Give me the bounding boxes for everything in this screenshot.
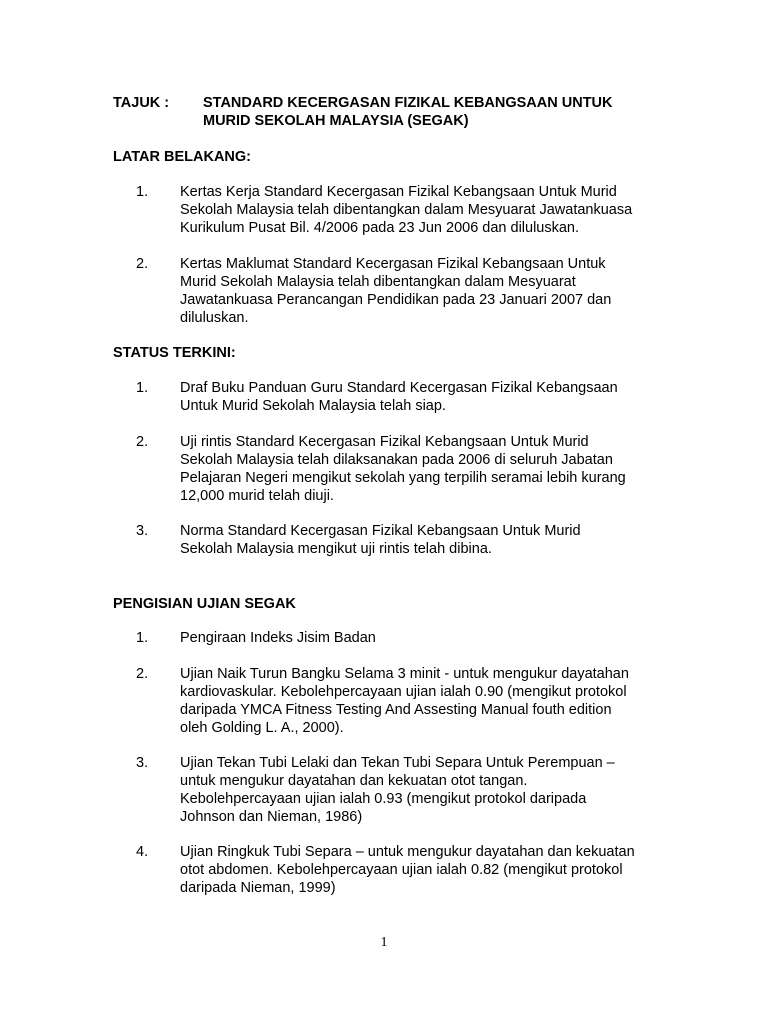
item-number: 4. — [136, 844, 149, 860]
item-number: 3. — [136, 523, 149, 539]
text-line: Kertas Kerja Standard Kecergasan Fizikal Kebangsaan Untuk Murid — [180, 184, 617, 200]
text-line: Kebolehpercayaan ujian ialah 0.93 (mengikut protokol daripada — [180, 791, 587, 807]
text-line: Kertas Maklumat Standard Kecergasan Fizikal Kebangsaan Untuk — [180, 256, 606, 272]
text-line: daripada Nieman, 1999) — [180, 880, 336, 896]
text-line: Kurikulum Pusat Bil. 4/2006 pada 23 Jun 2006 dan diluluskan. — [180, 220, 580, 236]
item-text — [180, 433, 680, 505]
item-text — [180, 183, 680, 237]
text-line: 12,000 murid telah diuji. — [180, 488, 334, 504]
text-line: Ujian Tekan Tubi Lelaki dan Tekan Tubi Separa Untuk Perempuan – — [180, 755, 615, 771]
text-line: Untuk Murid Sekolah Malaysia telah siap. — [180, 398, 446, 414]
item-text — [180, 522, 680, 558]
text-line: Pelajaran Negeri mengikut sekolah yang terpilih seramai lebih kurang — [180, 470, 626, 486]
text-line: Pengiraan Indeks Jisim Badan — [180, 630, 376, 646]
item-number: 1. — [136, 380, 149, 396]
text-line: kardiovaskular. Kebolehpercayaan ujian ialah 0.90 (mengikut protokol — [180, 684, 627, 700]
text-line: untuk mengukur dayatahan dan kekuatan otot tangan. — [180, 773, 528, 789]
text-line: Sekolah Malaysia telah dilaksanakan pada 2006 di seluruh Jabatan — [180, 452, 613, 468]
text-line: Ujian Ringkuk Tubi Separa – untuk mengukur dayatahan dan kekuatan — [180, 844, 635, 860]
text-line: Ujian Naik Turun Bangku Selama 3 minit - untuk mengukur dayatahan — [180, 666, 629, 682]
item-number: 2. — [136, 256, 149, 272]
item-text — [180, 379, 680, 415]
text-line: Uji rintis Standard Kecergasan Fizikal Kebangsaan Untuk Murid — [180, 434, 589, 450]
text-line: Johnson dan Nieman, 1986) — [180, 809, 363, 825]
item-text — [180, 629, 680, 647]
text-line: oleh Golding L. A., 2000). — [180, 720, 344, 736]
text-line: Draf Buku Panduan Guru Standard Kecergasan Fizikal Kebangsaan — [180, 380, 618, 396]
title-text — [203, 94, 673, 130]
item-text — [180, 754, 680, 826]
page-number: 1 — [380, 935, 388, 950]
title-line: MURID SEKOLAH MALAYSIA (SEGAK) — [203, 113, 469, 129]
text-line: Norma Standard Kecergasan Fizikal Kebangsaan Untuk Murid — [180, 523, 581, 539]
title-line: STANDARD KECERGASAN FIZIKAL KEBANGSAAN UNTUK — [203, 95, 613, 111]
text-line: otot abdomen. Kebolehpercayaan ujian ialah 0.82 (mengikut protokol — [180, 862, 623, 878]
item-text — [180, 843, 680, 897]
title-label: TAJUK : — [113, 95, 170, 111]
section-heading-pengisian-ujian-segak: PENGISIAN UJIAN SEGAK — [113, 596, 296, 612]
section-heading-latar-belakang: LATAR BELAKANG: — [113, 149, 251, 165]
item-number: 1. — [136, 184, 149, 200]
item-number: 2. — [136, 434, 149, 450]
item-number: 2. — [136, 666, 149, 682]
text-line: Murid Sekolah Malaysia telah dibentangkan dalam Mesyuarat — [180, 274, 576, 290]
item-number: 1. — [136, 630, 149, 646]
text-line: Sekolah Malaysia telah dibentangkan dalam Mesyuarat Jawatankuasa — [180, 202, 633, 218]
text-line: diluluskan. — [180, 310, 249, 326]
item-number: 3. — [136, 755, 149, 771]
text-line: daripada YMCA Fitness Testing And Assesting Manual fouth edition — [180, 702, 612, 718]
text-line: Jawatankuasa Perancangan Pendidikan pada 23 Januari 2007 dan — [180, 292, 612, 308]
item-text — [180, 665, 680, 737]
item-text — [180, 255, 680, 327]
section-heading-status-terkini: STATUS TERKINI: — [113, 345, 236, 361]
text-line: Sekolah Malaysia mengikut uji rintis telah dibina. — [180, 541, 492, 557]
